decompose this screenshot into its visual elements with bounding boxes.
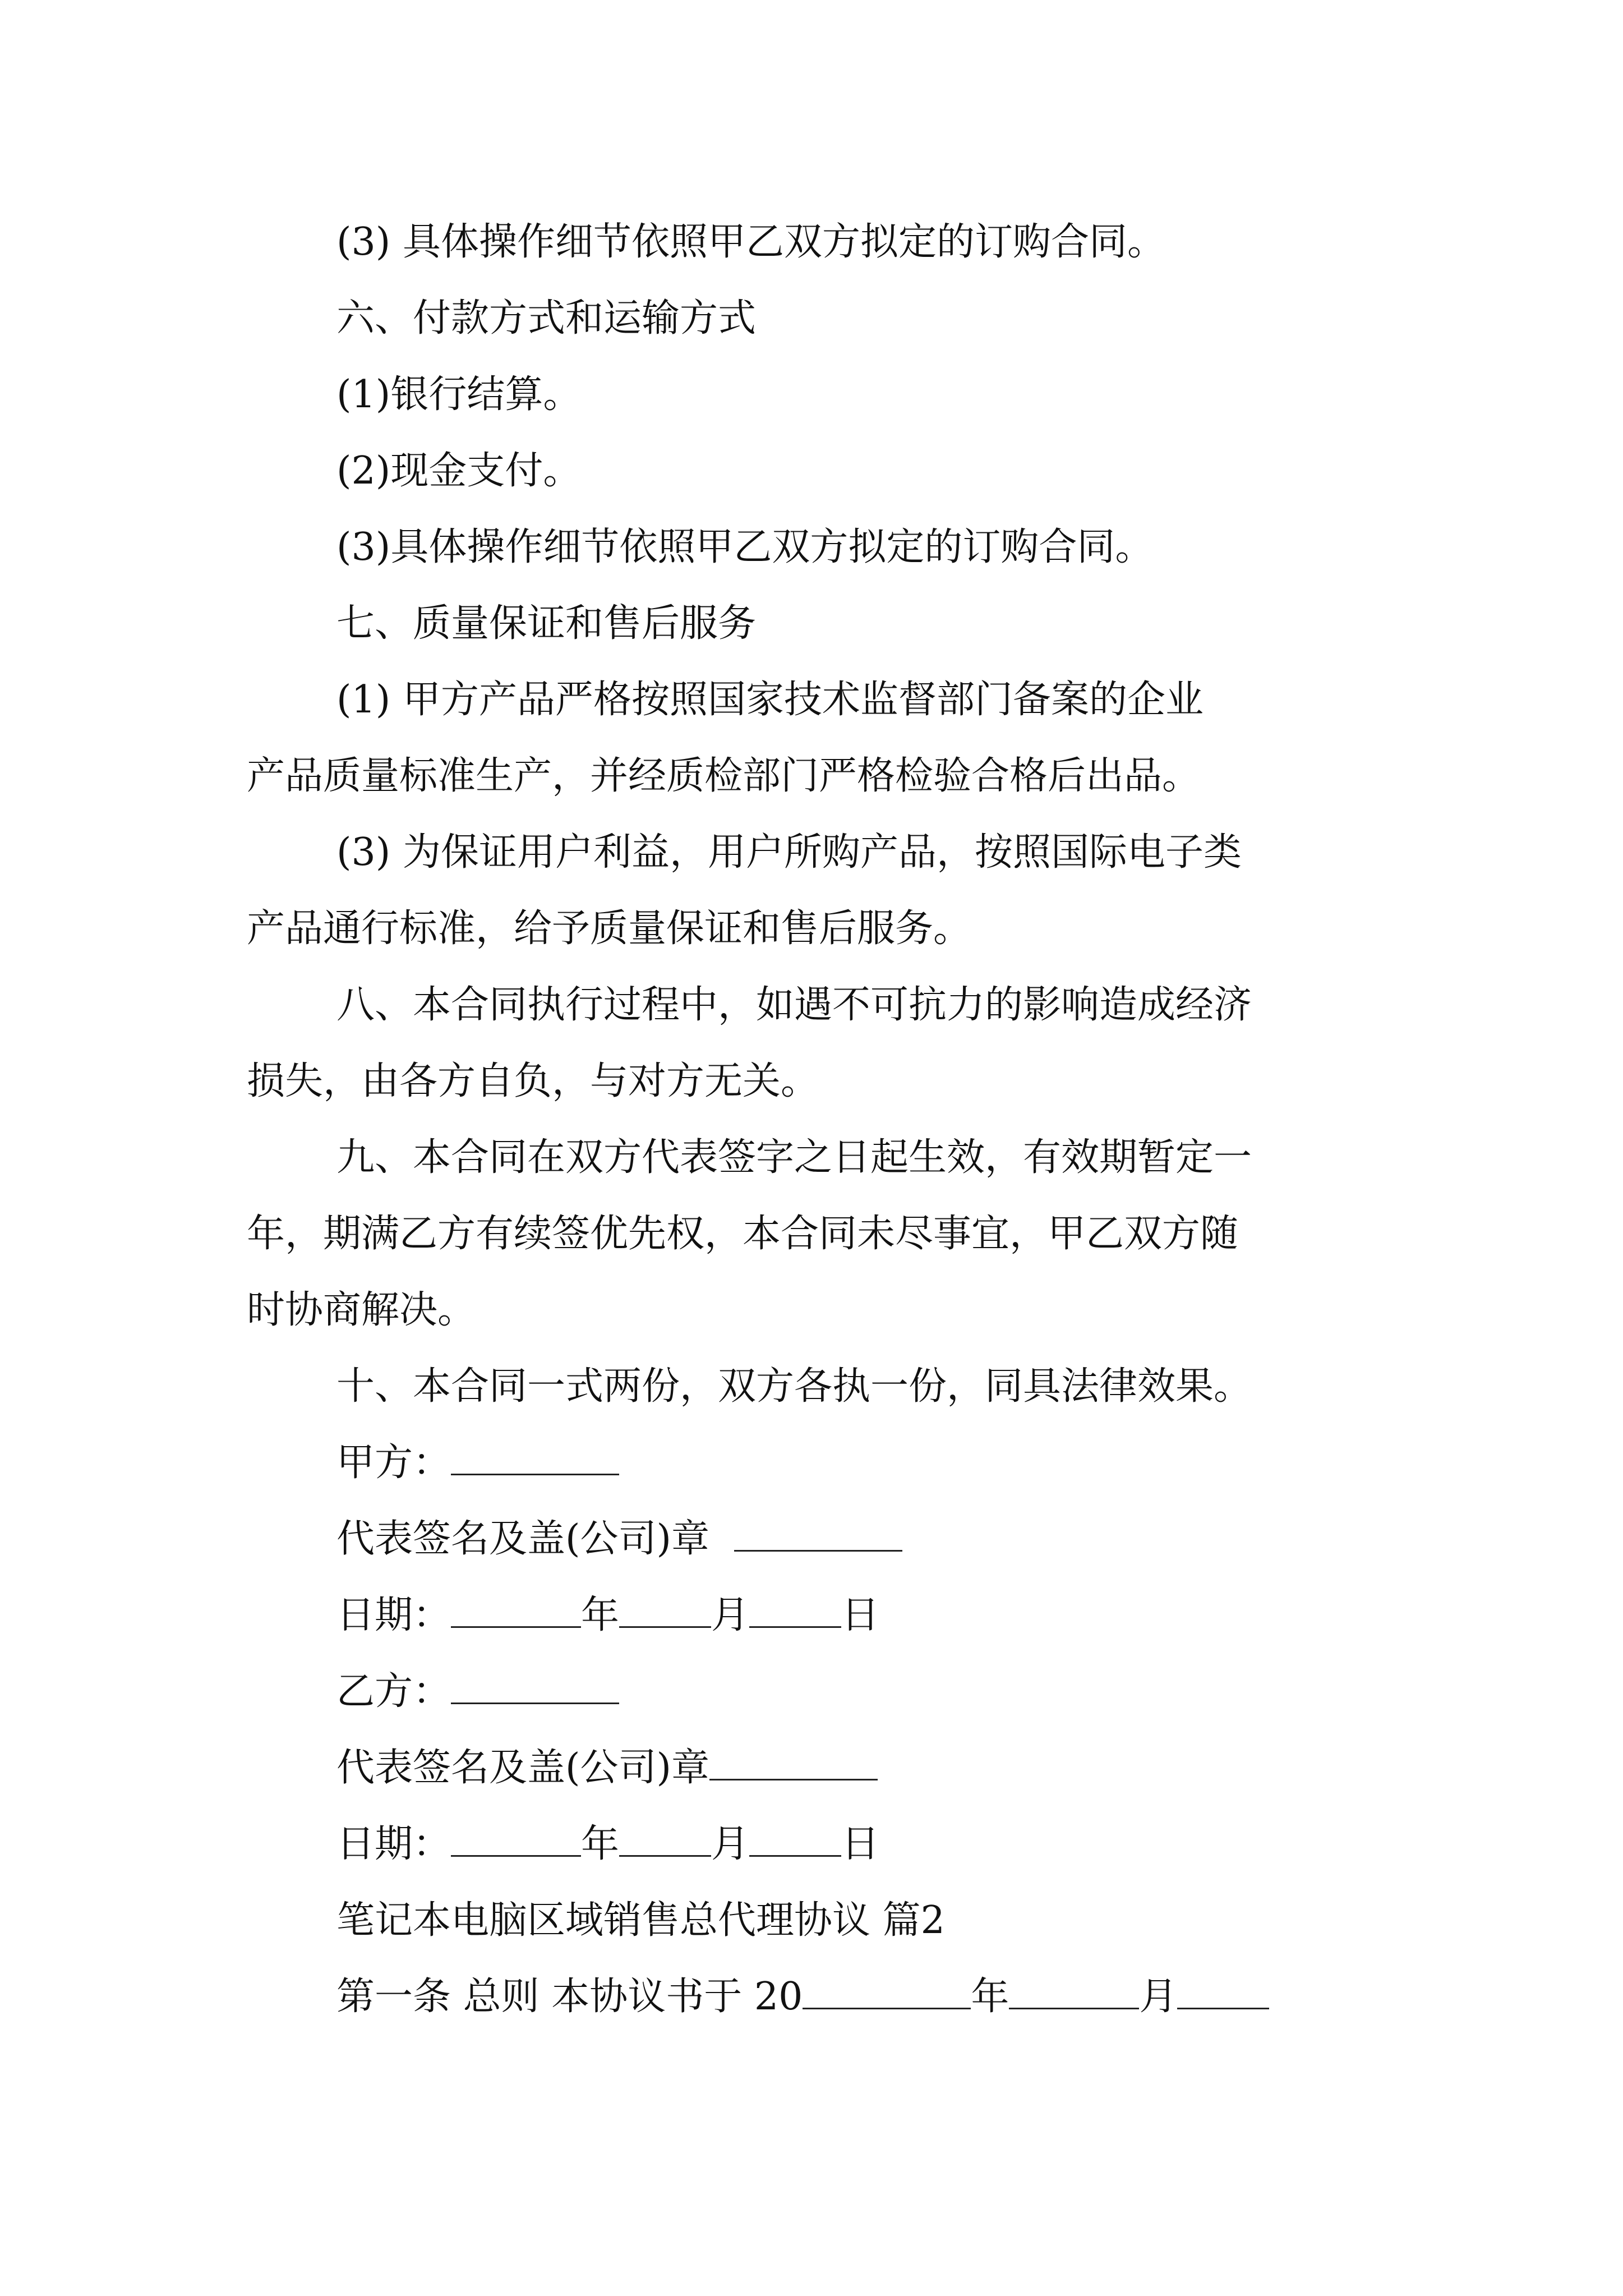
- date-b-day-blank[interactable]: [749, 1825, 841, 1857]
- date-a-month-blank[interactable]: [619, 1596, 711, 1628]
- date-a-label: 日期：: [336, 1593, 451, 1638]
- year-label: 年: [581, 1593, 620, 1638]
- party-b-line: [336, 1669, 619, 1714]
- sign-seal-b-label: 代表签名及盖(公司)章: [336, 1746, 710, 1791]
- article1-month-label: 月: [1139, 1975, 1178, 2019]
- paragraph-line: (3) 具体操作细节依照甲乙双方拟定的订购合同。: [336, 220, 1165, 264]
- party-a-blank[interactable]: [451, 1444, 619, 1475]
- date-a-year-blank[interactable]: [451, 1596, 581, 1628]
- paragraph-line: (2)现金支付。: [336, 449, 582, 493]
- party-b-blank[interactable]: [451, 1673, 619, 1704]
- date-a-line: [336, 1593, 880, 1638]
- paragraph-line: 十、本合同一式两份，双方各执一份，同具法律效果。: [336, 1364, 1252, 1409]
- month-label: 月: [711, 1593, 750, 1638]
- section2-title: 笔记本电脑区域销售总代理协议 篇2: [336, 1898, 945, 1943]
- article1-line: [336, 1975, 1269, 2019]
- section-heading: 六、付款方式和运输方式: [336, 296, 757, 341]
- paragraph-line: 九、本合同在双方代表签字之日起生效，有效期暂定一: [336, 1135, 1252, 1180]
- date-b-label: 日期：: [336, 1822, 451, 1867]
- section-heading: 七、质量保证和售后服务: [336, 601, 757, 646]
- article1-day-blank[interactable]: [1177, 1978, 1269, 2009]
- paragraph-line: (3) 为保证用户利益，用户所购产品，按照国际电子类: [336, 830, 1242, 875]
- month-label: 月: [711, 1822, 750, 1867]
- article1-month-blank[interactable]: [1009, 1978, 1139, 2009]
- day-label: 日: [841, 1593, 880, 1638]
- date-b-year-blank[interactable]: [451, 1825, 581, 1857]
- sign-seal-a-line: [336, 1517, 902, 1562]
- paragraph-line: (1)银行结算。: [336, 372, 582, 417]
- date-b-line: [336, 1822, 880, 1867]
- paragraph-line: 年，期满乙方有续签优先权，本合同未尽事宜，甲乙双方随: [247, 1212, 1239, 1256]
- paragraph-line: 产品质量标准生产，并经质检部门严格检验合格后出品。: [247, 754, 1201, 798]
- paragraph-line: 产品通行标准，给予质量保证和售后服务。: [247, 907, 972, 951]
- article1-year-blank[interactable]: [803, 1978, 971, 2009]
- party-b-label: 乙方：: [336, 1669, 451, 1714]
- article1-prefix: 第一条 总则 本协议书于 20: [336, 1975, 803, 2019]
- party-a-line: [336, 1441, 619, 1485]
- paragraph-line: (3)具体操作细节依照甲乙双方拟定的订购合同。: [336, 525, 1154, 569]
- sign-seal-b-blank[interactable]: [709, 1749, 878, 1780]
- sign-seal-a-label: 代表签名及盖(公司)章: [336, 1517, 710, 1562]
- paragraph-line: 时协商解决。: [247, 1288, 476, 1332]
- date-a-day-blank[interactable]: [749, 1596, 841, 1628]
- sign-seal-a-blank[interactable]: [734, 1520, 902, 1552]
- paragraph-line: 八、本合同执行过程中，如遇不可抗力的影响造成经济: [336, 983, 1252, 1027]
- date-b-month-blank[interactable]: [619, 1825, 711, 1857]
- article1-year-label: 年: [971, 1975, 1009, 2019]
- sign-seal-b-line: [336, 1746, 878, 1791]
- paragraph-line: (1) 甲方产品严格按照国家技术监督部门备案的企业: [336, 678, 1204, 722]
- paragraph-line: 损失，由各方自负，与对方无关。: [247, 1059, 819, 1103]
- party-a-label: 甲方：: [336, 1441, 451, 1485]
- day-label: 日: [841, 1822, 880, 1867]
- year-label: 年: [581, 1822, 620, 1867]
